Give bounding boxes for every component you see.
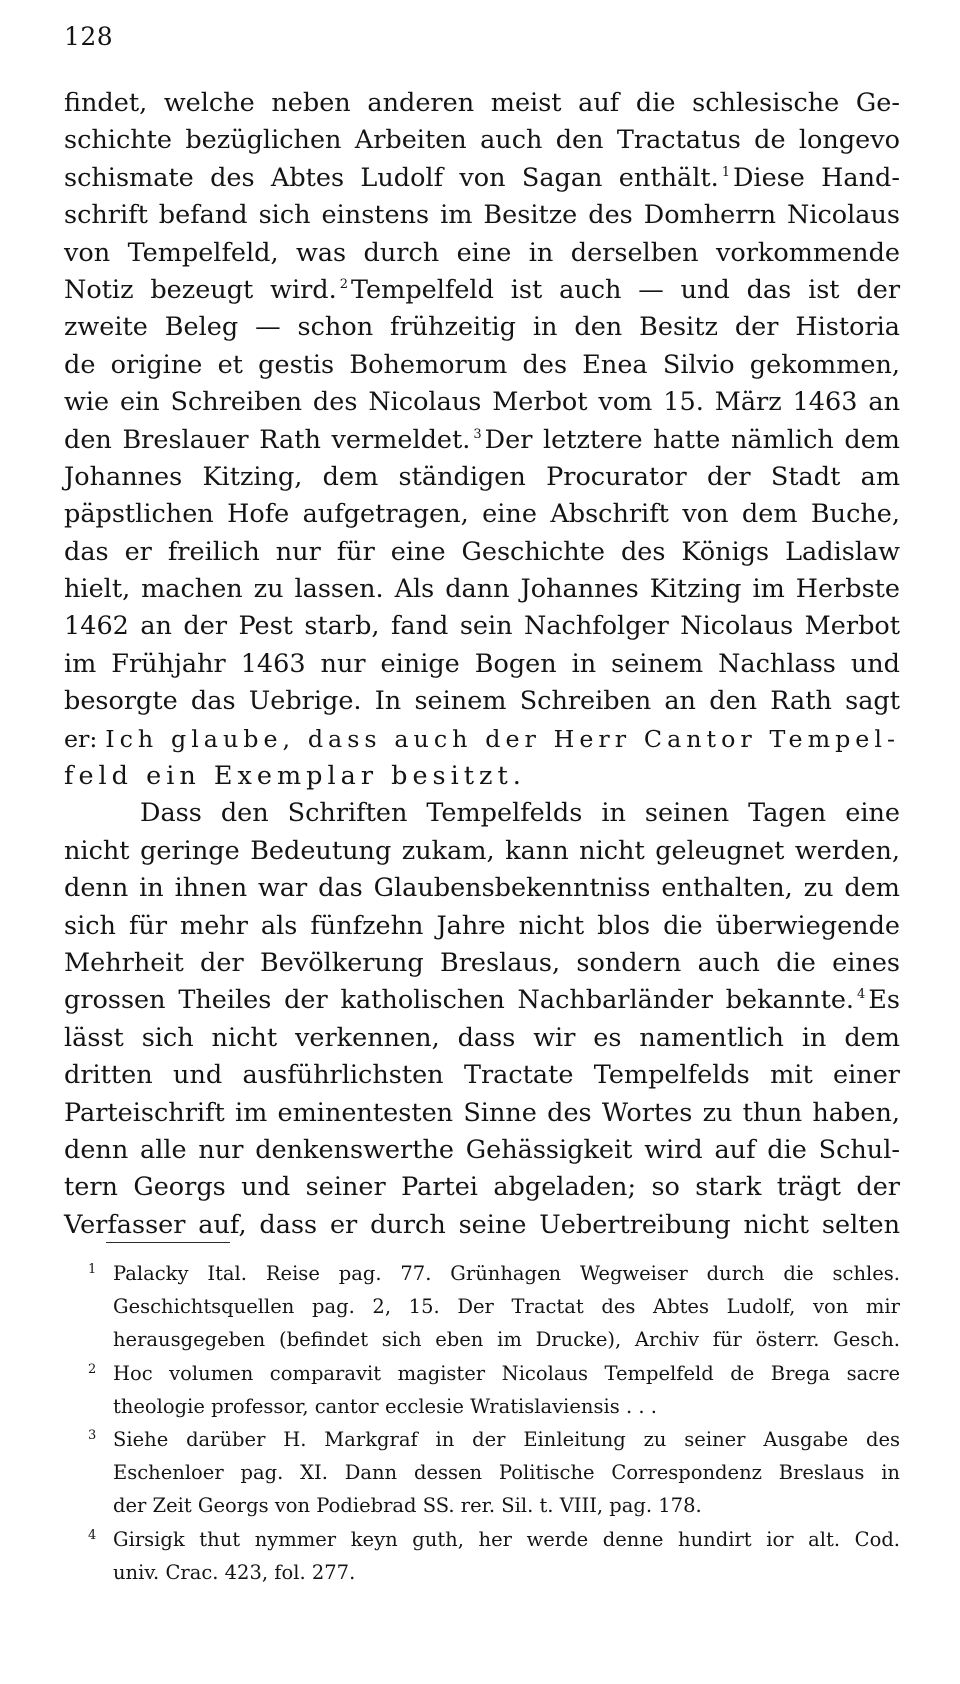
text-line: Mehrheit der Bevölkerung Breslaus, sondern auch die eines bbox=[64, 947, 900, 978]
text-line: denn alle nur denkenswerthe Gehässigkeit wird auf die Schul- bbox=[64, 1134, 900, 1165]
footnote-ref: 1 bbox=[721, 164, 730, 180]
text-line bbox=[64, 982, 900, 1019]
text-line: hielt, machen zu lassen. Als dann Johannes Kitzing im Herbste bbox=[64, 574, 900, 605]
text-line bbox=[64, 721, 900, 758]
footnote-text: Geschichtsquellen pag. 2, 15. Der Tractat des Abtes Ludolf, von mir bbox=[113, 1295, 900, 1319]
footnote-text: Hoc volumen comparavit magister Nicolaus Tempelfeld de Brega sacre bbox=[113, 1361, 900, 1385]
text-segment: Tempelfeld ist auch — und das ist der bbox=[351, 274, 901, 305]
text-segment: Diese Hand- bbox=[732, 162, 900, 193]
footnote-divider bbox=[106, 1242, 230, 1243]
footnote-line bbox=[88, 1523, 900, 1556]
footnote-line bbox=[88, 1456, 900, 1489]
footnote-mark: 2 bbox=[88, 1361, 97, 1377]
text-segment: schismate des Abtes Ludolf von Sagan enthält. bbox=[64, 162, 719, 193]
footnote-text: univ. Crac. 423, fol. 277. bbox=[113, 1560, 356, 1584]
text-line bbox=[64, 758, 900, 795]
footnote-text: Siehe darüber H. Markgraf in der Einleitung zu seiner Ausgabe des bbox=[113, 1427, 900, 1451]
footnote-ref: 3 bbox=[473, 426, 482, 442]
footnote-text: der Zeit Georgs von Podiebrad SS. rer. Sil. t. VIII, pag. 178. bbox=[113, 1494, 702, 1518]
footnote-line bbox=[88, 1290, 900, 1323]
footnote-text: theologie professor, cantor ecclesie Wratislaviensis . . . bbox=[113, 1394, 657, 1418]
footnote-mark: 4 bbox=[88, 1527, 97, 1543]
text-segment: Notiz bezeugt wird. bbox=[64, 274, 337, 305]
text-line: findet, welche neben anderen meist auf die schlesische Ge- bbox=[64, 88, 900, 118]
footnote-line bbox=[88, 1390, 900, 1423]
text-line: von Tempelfeld, was durch eine in derselben vorkommende bbox=[64, 237, 900, 268]
footnote-text: Girsigk thut nymmer keyn guth, her werde denne hundirt ior alt. Cod. bbox=[113, 1527, 900, 1551]
footnote-line bbox=[88, 1489, 900, 1522]
page-number: 128 bbox=[64, 22, 114, 51]
text-line: de origine et gestis Bohemorum des Enea Silvio gekommen, bbox=[64, 349, 900, 380]
footnote-ref: 4 bbox=[857, 987, 866, 1003]
text-line: besorgte das Uebrige. In seinem Schreiben an den Rath sagt bbox=[64, 686, 900, 717]
footnote-line bbox=[88, 1357, 900, 1390]
text-segment: er: bbox=[64, 724, 98, 753]
text-line: das er freilich nur für eine Geschichte des Königs Ladislaw bbox=[64, 536, 900, 567]
text-line: tern Georgs und seiner Partei abgeladen; so stark trägt der bbox=[64, 1172, 900, 1203]
text-line: zweite Beleg — schon frühzeitig in den Besitz der Historia bbox=[64, 312, 900, 343]
text-line: schichte bezüglichen Arbeiten auch den Tractatus de longevo bbox=[64, 125, 900, 156]
text-line bbox=[64, 422, 900, 459]
quoted-text: feld ein Exemplar besitzt. bbox=[64, 761, 526, 792]
text-line: lässt sich nicht verkennen, dass wir es namentlich in dem bbox=[64, 1022, 900, 1053]
text-segment: Es bbox=[868, 985, 900, 1016]
text-line: dritten und ausführlichsten Tractate Tempelfelds mit einer bbox=[64, 1060, 900, 1091]
text-line: 1462 an der Pest starb, fand sein Nachfolger Nicolaus Merbot bbox=[64, 611, 900, 642]
text-segment: grossen Theiles der katholischen Nachbarländer bekannte. bbox=[64, 985, 855, 1016]
footnote-mark: 3 bbox=[88, 1427, 97, 1443]
footnote-line bbox=[88, 1423, 900, 1456]
footnote-text: herausgegeben (befindet sich eben im Drucke), Archiv für österr. Gesch. bbox=[113, 1328, 900, 1352]
footnote-text: Palacky Ital. Reise pag. 77. Grünhagen Wegweiser durch die schles. bbox=[113, 1262, 900, 1285]
text-line: Dass den Schriften Tempelfelds in seinen Tagen eine bbox=[140, 798, 900, 829]
footnote-ref: 2 bbox=[339, 276, 349, 292]
footnote-mark: 1 bbox=[88, 1262, 97, 1277]
footnote-line bbox=[88, 1257, 900, 1290]
text-segment: Der letztere hatte nämlich dem bbox=[484, 424, 900, 455]
text-line: schrift befand sich einstens im Besitze des Domherrn Nicolaus bbox=[64, 200, 900, 231]
main-text bbox=[64, 85, 900, 1244]
text-segment: den Breslauer Rath vermeldet. bbox=[64, 424, 471, 455]
text-line bbox=[64, 160, 900, 197]
text-line: Parteischrift im eminentesten Sinne des Wortes zu thun haben, bbox=[64, 1097, 900, 1128]
footnote-line bbox=[88, 1323, 900, 1356]
text-line: Johannes Kitzing, dem ständigen Procurator der Stadt am bbox=[64, 461, 900, 492]
quoted-text: Ich glaube, dass auch der Herr Cantor Tempel- bbox=[105, 724, 900, 753]
text-line: nicht geringe Bedeutung zukam, kann nicht geleugnet werden, bbox=[64, 835, 900, 866]
footnote-line bbox=[88, 1556, 900, 1589]
text-line: wie ein Schreiben des Nicolaus Merbot vom 15. März 1463 an bbox=[64, 387, 900, 418]
text-line bbox=[64, 272, 900, 309]
text-line: päpstlichen Hofe aufgetragen, eine Abschrift von dem Buche, bbox=[64, 499, 900, 530]
text-line: denn in ihnen war das Glaubensbekenntniss enthalten, zu dem bbox=[64, 873, 900, 904]
text-line: Verfasser auf, dass er durch seine Uebertreibung nicht selten bbox=[64, 1209, 900, 1240]
footnote-text: Eschenloer pag. XI. Dann dessen Politische Correspondenz Breslaus in bbox=[113, 1461, 900, 1485]
text-line: im Frühjahr 1463 nur einige Bogen in seinem Nachlass und bbox=[64, 648, 900, 679]
text-line: sich für mehr als fünfzehn Jahre nicht blos die überwiegende bbox=[64, 910, 900, 941]
footnotes bbox=[88, 1257, 900, 1589]
